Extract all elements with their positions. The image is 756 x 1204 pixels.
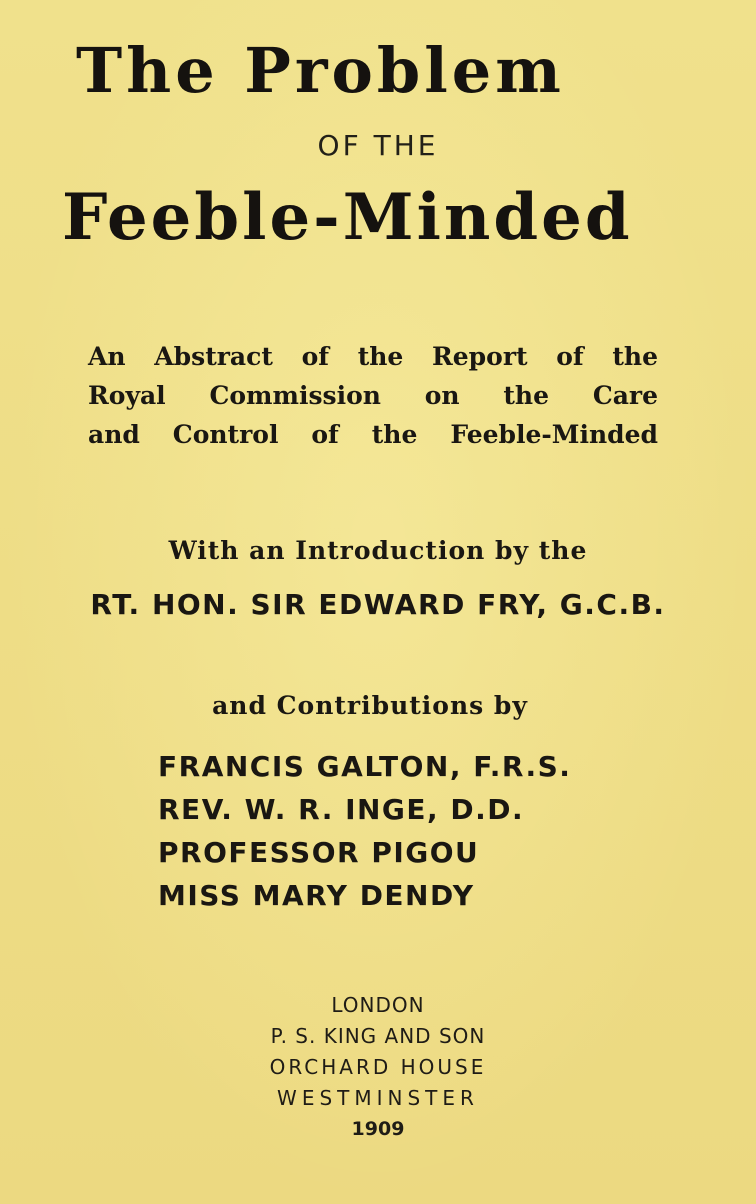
contributor-name: FRANCIS GALTON, F.R.S. (158, 750, 572, 783)
imprint-year: 1909 (351, 1118, 405, 1140)
abstract-description (88, 337, 658, 454)
contributor-name: PROFESSOR PIGOU (158, 836, 480, 869)
contributor-name: REV. W. R. INGE, D.D. (158, 793, 525, 826)
title-connector: OF THE (317, 129, 439, 162)
title-main: The Problem (76, 34, 565, 107)
imprint-city: LONDON (331, 993, 425, 1017)
imprint-address-2: WESTMINSTER (277, 1086, 479, 1110)
imprint-publisher: P. S. KING AND SON (270, 1024, 486, 1048)
imprint-address-1: ORCHARD HOUSE (269, 1055, 487, 1079)
introduction-credit: With an Introduction by the (168, 536, 588, 565)
contributions-heading: and Contributions by (212, 691, 528, 720)
introduction-author: RT. HON. SIR EDWARD FRY, G.C.B. (90, 588, 666, 621)
imprint-block (0, 990, 756, 1145)
contributor-name: MISS MARY DENDY (158, 879, 475, 912)
abstract-line-2: Royal Commission on the Care (88, 381, 658, 410)
contributors-list (158, 745, 571, 917)
title-subject: Feeble-Minded (62, 180, 633, 255)
abstract-line-3: and Control of the Feeble-Minded (88, 420, 658, 449)
abstract-line-1: An Abstract of the Report of the (88, 342, 658, 371)
